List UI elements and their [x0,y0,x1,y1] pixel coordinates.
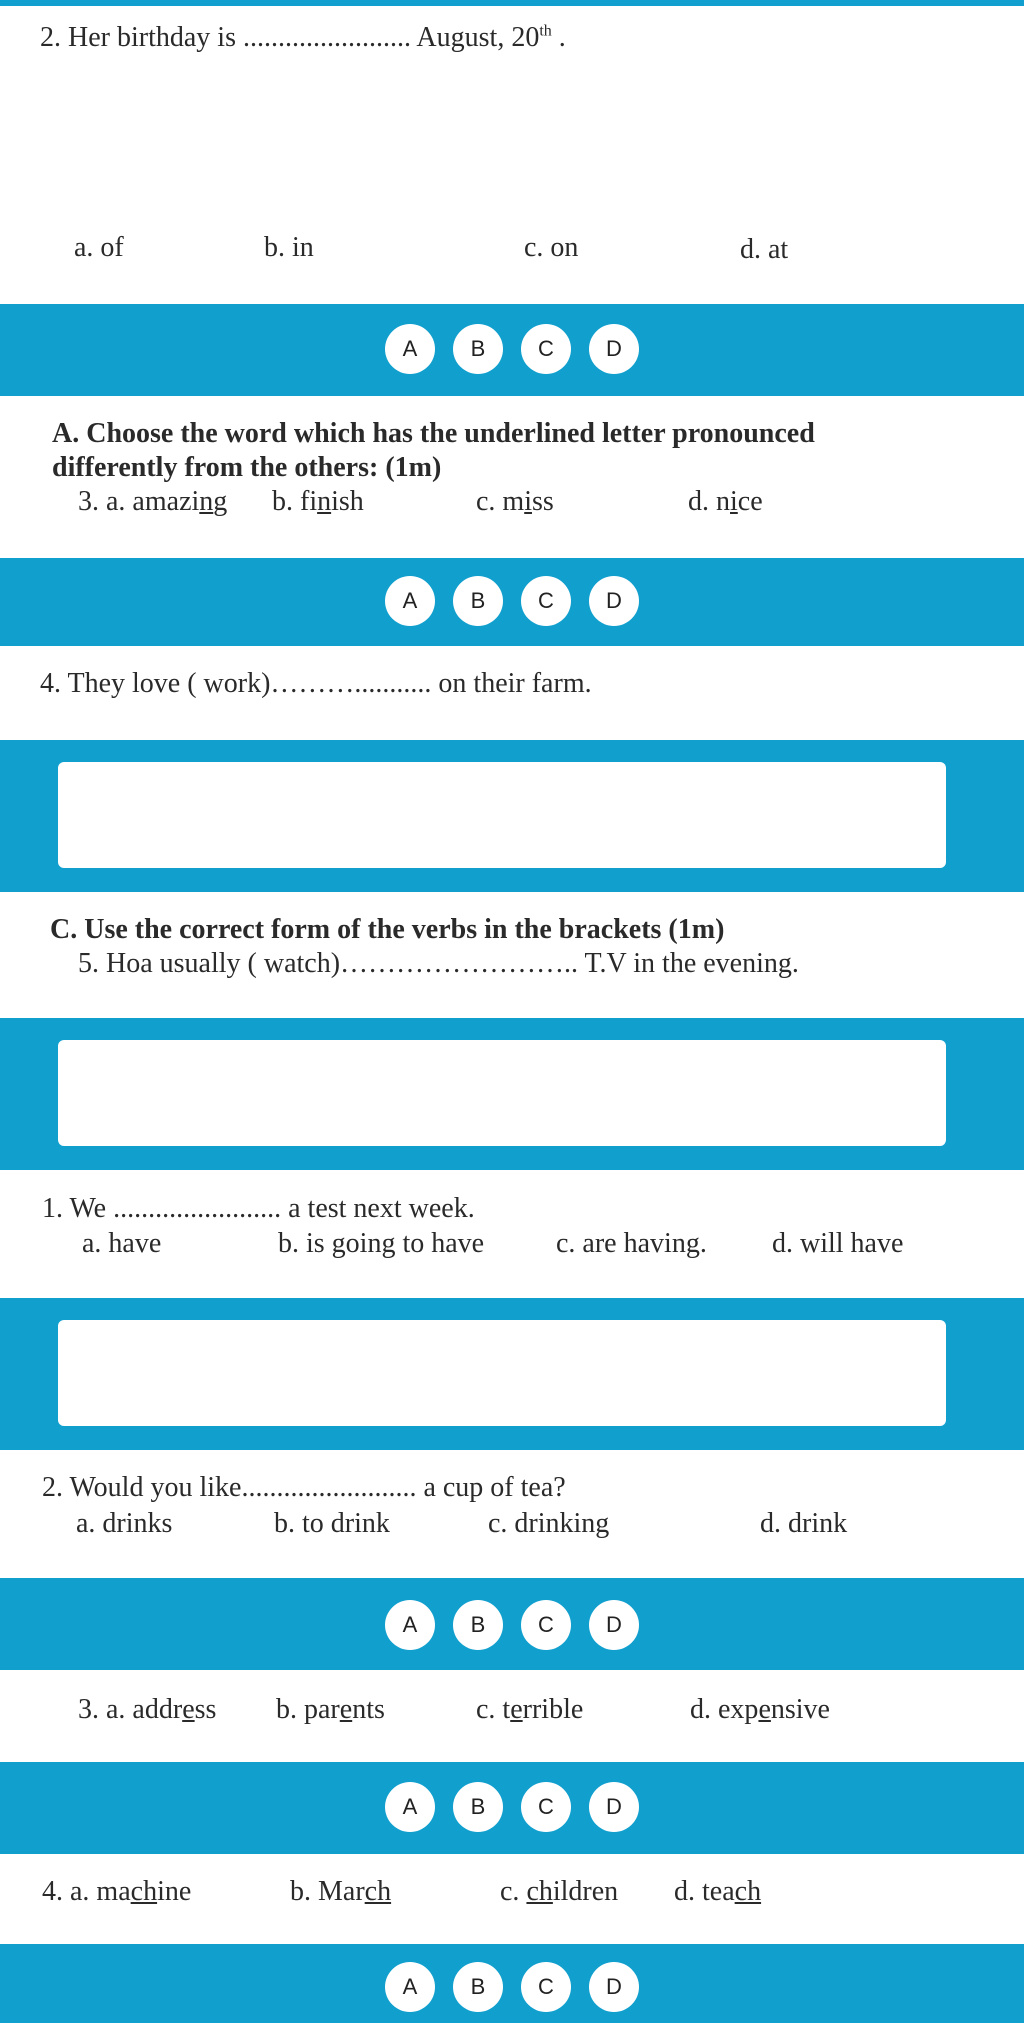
choice-c-button[interactable]: C [521,1600,571,1650]
question-text: . [551,22,566,53]
choice-c-button[interactable]: C [521,1962,571,2012]
choice-d-button[interactable]: D [589,1600,639,1650]
q3b-option-b: b. parents [276,1694,385,1725]
choice-b-button[interactable]: B [453,1600,503,1650]
choice-b-button[interactable]: B [453,576,503,626]
answer-band-1 [0,304,1024,396]
answer-band-7 [0,1762,1024,1854]
choice-d-button[interactable]: D [589,576,639,626]
choice-c-button[interactable]: C [521,576,571,626]
option-b: b. in [264,232,314,263]
option-c: c. on [524,232,579,263]
q1-option-c: c. are having. [556,1228,707,1259]
choice-b-button[interactable]: B [453,1962,503,2012]
answer-band-2 [0,558,1024,646]
question-2: 2. Would you like......................... a cup of tea? [42,1472,566,1503]
q2-option-a: a. drinks [76,1508,173,1539]
choice-d-button[interactable]: D [589,1962,639,2012]
choice-a-button[interactable]: A [385,1962,435,2012]
answer-band-3 [0,740,1024,892]
question-birthday [40,22,566,54]
question-1: 1. We ........................ a test next week. [42,1193,475,1224]
section-a-heading-line1: A. Choose the word which has the underlined letter pronounced [52,418,815,449]
blank-dots: ........................ [242,22,411,53]
question-text: August, 20 [410,22,540,53]
section-a-heading-line2: differently from the others: (1m) [52,452,442,483]
question-text: 2. Her birthday is [40,22,243,53]
q2-option-b: b. to drink [274,1508,390,1539]
answer-band-5 [0,1298,1024,1450]
choice-a-button[interactable]: A [385,576,435,626]
q1-option-a: a. have [82,1228,162,1259]
q2-option-d: d. drink [760,1508,848,1539]
q3-option-b: b. finish [272,486,364,517]
q3-option-a: 3. a. amazing [78,486,228,517]
choice-c-button[interactable]: C [521,324,571,374]
question-5: 5. Hoa usually ( watch)…………………….. T.V in the evening. [78,948,799,979]
choice-a-button[interactable]: A [385,324,435,374]
answer-input[interactable] [58,1320,946,1426]
q4b-option-c: c. children [500,1876,619,1907]
section-c-heading: C. Use the correct form of the verbs in the brackets (1m) [50,914,725,945]
answer-band-8 [0,1944,1024,2023]
top-accent-bar [0,0,1024,6]
choice-c-button[interactable]: C [521,1782,571,1832]
q3b-option-d: d. expensive [690,1694,830,1725]
choice-b-button[interactable]: B [453,324,503,374]
option-d: d. at [740,234,789,265]
q4b-option-b: b. March [290,1876,392,1907]
q1-option-d: d. will have [772,1228,904,1259]
question-4: 4. They love ( work)………........... on their farm. [40,668,592,699]
answer-band-4 [0,1018,1024,1170]
q2-option-c: c. drinking [488,1508,610,1539]
q1-option-b: b. is going to have [278,1228,485,1259]
q3b-option-a: 3. a. address [78,1694,217,1725]
choice-d-button[interactable]: D [589,324,639,374]
answer-band-6 [0,1578,1024,1670]
choice-d-button[interactable]: D [589,1782,639,1832]
answer-input[interactable] [58,1040,946,1146]
choice-a-button[interactable]: A [385,1600,435,1650]
superscript: th [539,22,552,40]
q3-option-d: d. nice [688,486,763,517]
q4b-option-d: d. teach [674,1876,762,1907]
q3-option-c: c. miss [476,486,554,517]
choice-b-button[interactable]: B [453,1782,503,1832]
answer-input[interactable] [58,762,946,868]
q3b-option-c: c. terrible [476,1694,584,1725]
option-a: a. of [74,232,124,263]
q4b-option-a: 4. a. machine [42,1876,192,1907]
choice-a-button[interactable]: A [385,1782,435,1832]
